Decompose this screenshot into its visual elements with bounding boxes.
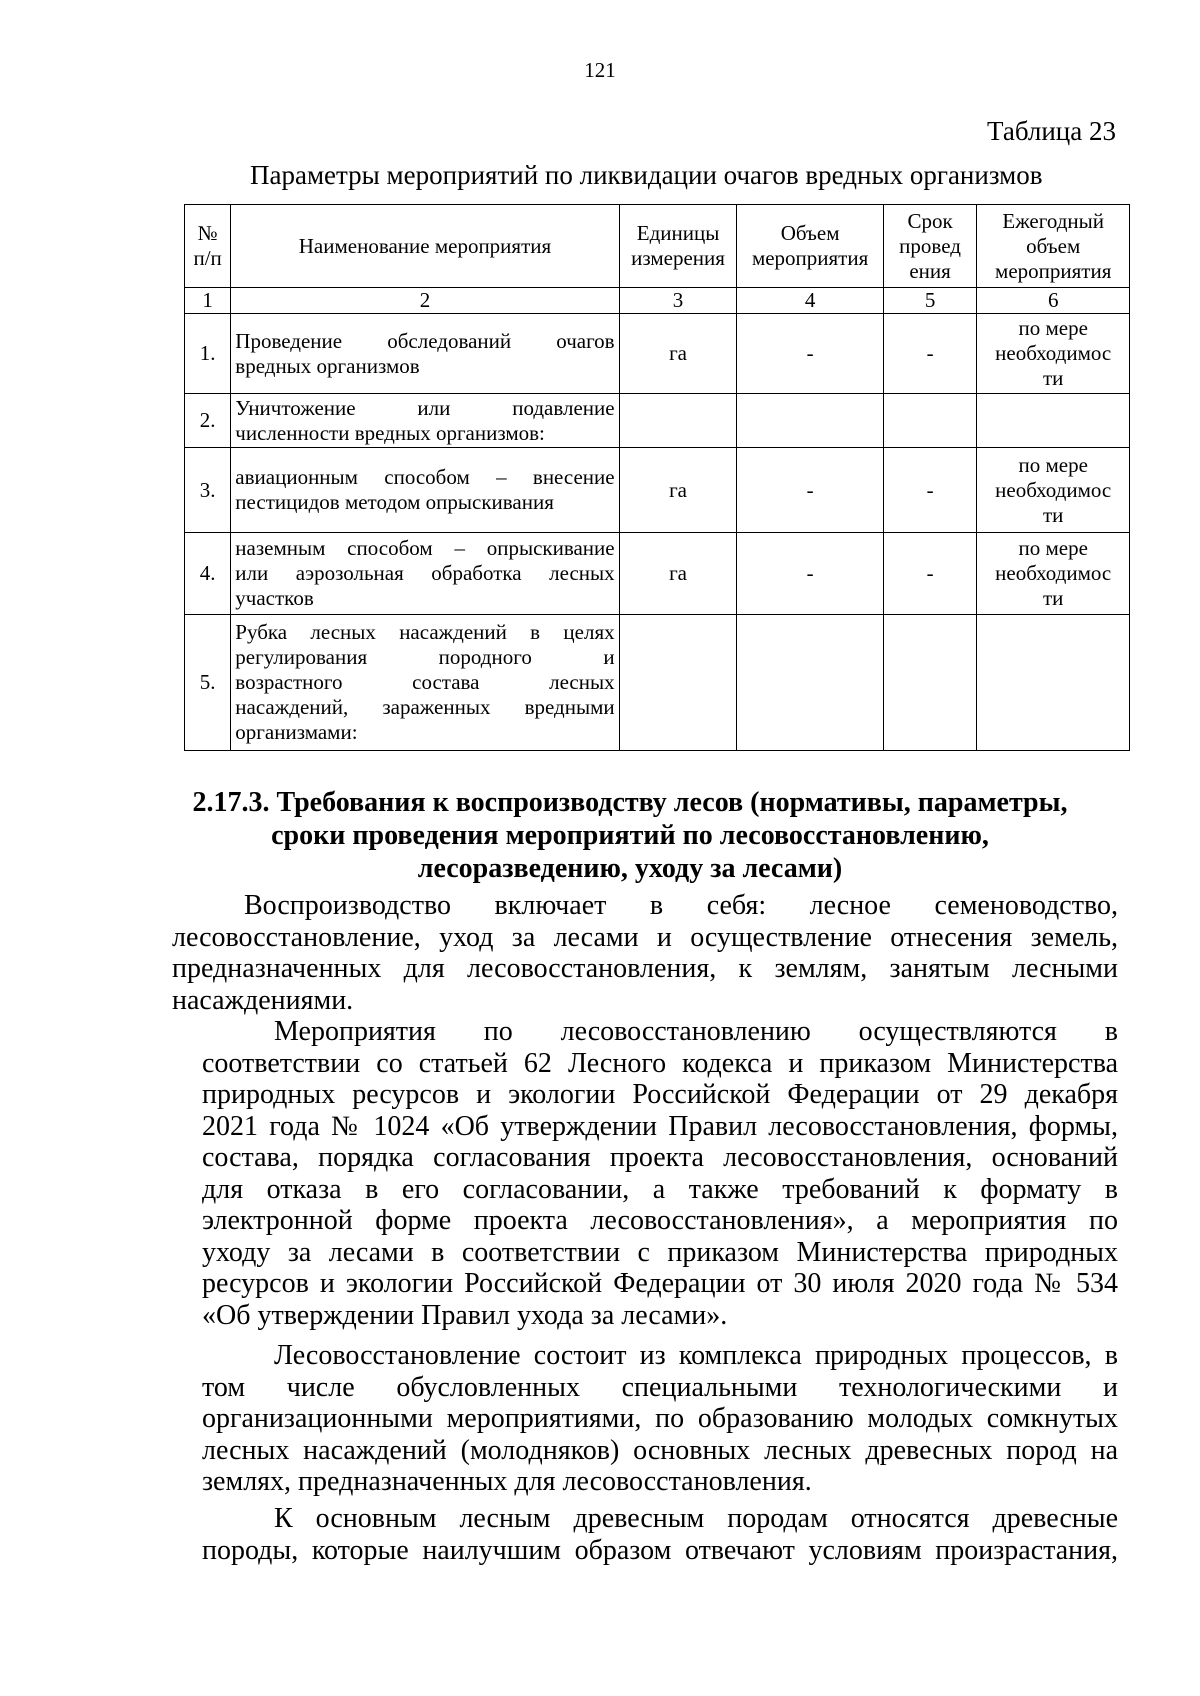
row-annual xyxy=(977,533,1130,615)
index-cell: 1 xyxy=(185,288,231,314)
header-term-line: Срок xyxy=(907,208,953,233)
header-annual-line: мероприятия xyxy=(995,258,1112,283)
section-heading-line: лесоразведению, уходу за лесами) xyxy=(417,853,843,884)
paragraph-line: Воспроизводство включает в себя: лесное семеноводство, xyxy=(244,890,1118,921)
row-num: 4. xyxy=(185,533,231,615)
paragraph-line: Мероприятия по лесовосстановлению осуществляются в xyxy=(274,1016,1118,1047)
paragraph-line: уходу за лесами в соответствии с приказом Министерства природных xyxy=(202,1236,1118,1268)
row-term: - xyxy=(883,314,977,394)
paragraph-line: состава, порядка согласования проекта лесовосстановления, оснований xyxy=(202,1142,1118,1173)
header-name: Наименование мероприятия xyxy=(231,205,619,288)
section-heading-line: сроки проведения мероприятий по лесовосстановлению, xyxy=(271,820,989,851)
header-num xyxy=(185,205,231,288)
header-term-line: ения xyxy=(909,258,951,283)
header-unit xyxy=(619,205,737,288)
table-row xyxy=(185,448,1130,533)
row-name-line: организмами: xyxy=(235,720,358,744)
row-name xyxy=(231,314,619,394)
header-num-line: п/п xyxy=(193,246,222,270)
paragraph-line: породы, которые наилучшим образом отвечают условиям произрастания, xyxy=(202,1534,1118,1566)
index-cell: 2 xyxy=(231,288,619,314)
header-annual-line: объем xyxy=(1026,233,1081,258)
row-annual xyxy=(977,448,1130,533)
row-term xyxy=(883,394,977,448)
row-term xyxy=(883,615,977,751)
paragraph-line: землях, предназначенных для лесовосстановления. xyxy=(202,1466,812,1497)
row-num: 2. xyxy=(185,394,231,448)
paragraph-line: лесовосстановление, уход за лесами и осуществление отнесения земель, xyxy=(172,921,1118,953)
row-name-line: или аэрозольная обработка лесных xyxy=(235,561,615,585)
paragraph-line: Лесовосстановление состоит из комплекса природных процессов, в xyxy=(274,1340,1118,1371)
paragraph-line: том числе обусловленных специальными технологическими и xyxy=(202,1371,1118,1403)
paragraph-line: соответствии со статьей 62 Лесного кодекса и приказом Министерства xyxy=(202,1047,1118,1079)
row-name-line: Уничтожение или подавление xyxy=(235,395,615,420)
row-unit: га xyxy=(619,314,737,394)
paragraph-line: «Об утверждении Правил ухода за лесами». xyxy=(202,1299,728,1331)
row-term: - xyxy=(883,533,977,615)
row-name-line: возрастного состава лесных xyxy=(235,670,615,694)
header-num-line: № xyxy=(197,221,218,245)
table-header-row xyxy=(185,205,1130,288)
paragraph-line: лесных насаждений (молодняков) основных лесных древесных пород на xyxy=(202,1434,1118,1466)
row-name xyxy=(231,533,619,615)
row-name-line: участков xyxy=(235,586,314,610)
row-volume: - xyxy=(737,314,883,394)
paragraph-line: для отказа в его согласовании, а также требований к формату в xyxy=(202,1173,1118,1205)
row-annual-line: по мере xyxy=(1018,536,1088,560)
row-name-line: пестицидов методом опрыскивания xyxy=(235,490,554,514)
row-name-line: численности вредных организмов: xyxy=(235,420,545,445)
row-volume: - xyxy=(737,533,883,615)
row-num: 3. xyxy=(185,448,231,533)
header-volume xyxy=(737,205,883,288)
paragraph-line: насаждениями. xyxy=(172,984,354,1016)
row-num: 1. xyxy=(185,314,231,394)
index-cell: 4 xyxy=(737,288,883,314)
section-heading-line: 2.17.3. Требования к воспроизводству лесов (нормативы, параметры, xyxy=(192,787,1068,818)
row-name-line: насаждений, зараженных вредными xyxy=(235,695,615,719)
measures-table xyxy=(184,204,1130,751)
row-annual-line: по мере xyxy=(1018,452,1088,477)
header-annual-line: Ежегодный xyxy=(1002,208,1105,233)
header-volume-line: мероприятия xyxy=(751,246,869,270)
paragraph-line: организационными мероприятиями, по образованию молодых сомкнутых xyxy=(202,1403,1118,1434)
header-annual xyxy=(977,205,1130,288)
index-cell: 6 xyxy=(977,288,1130,314)
row-term: - xyxy=(883,448,977,533)
table-row xyxy=(185,533,1130,615)
row-volume xyxy=(737,394,883,448)
header-term-line: провед xyxy=(899,233,961,258)
header-unit-line: Единицы xyxy=(636,221,720,245)
row-annual-line: ти xyxy=(1042,502,1064,527)
paragraph-line: электронной форме проекта лесовосстановления», а мероприятия по xyxy=(202,1205,1118,1236)
paragraph-line: ресурсов и экологии Российской Федерации от 30 июля 2020 года № 534 xyxy=(202,1268,1118,1299)
header-volume-line: Объем xyxy=(780,221,840,245)
row-volume: - xyxy=(737,448,883,533)
row-name-line: Рубка лесных насаждений в целях xyxy=(235,620,615,644)
index-cell: 5 xyxy=(883,288,977,314)
row-name-line: Проведение обследований очагов xyxy=(235,328,615,353)
row-annual-line: ти xyxy=(1042,586,1064,610)
row-annual xyxy=(977,394,1130,448)
row-name-line: вредных организмов xyxy=(235,353,420,378)
paragraph xyxy=(202,1016,1118,1331)
paragraph xyxy=(202,1503,1118,1566)
row-annual-line: необходимос xyxy=(995,477,1112,502)
row-annual-line: ти xyxy=(1042,366,1064,390)
section-heading xyxy=(150,786,1110,885)
row-num: 5. xyxy=(185,615,231,751)
row-annual xyxy=(977,314,1130,394)
row-name-line: наземным способом – опрыскивание xyxy=(235,536,615,560)
table-row xyxy=(185,314,1130,394)
table-index-row xyxy=(185,288,1130,314)
index-cell: 3 xyxy=(619,288,737,314)
table-row xyxy=(185,394,1130,448)
row-unit xyxy=(619,394,737,448)
row-annual-line: необходимос xyxy=(995,341,1112,365)
row-unit: га xyxy=(619,533,737,615)
paragraph xyxy=(202,1340,1118,1498)
row-volume xyxy=(737,615,883,751)
paragraph-line: предназначенных для лесовосстановления, к землям, занятым лесными xyxy=(172,953,1118,984)
row-name-line: регулирования породного и xyxy=(235,645,615,669)
row-name xyxy=(231,394,619,448)
row-unit: га xyxy=(619,448,737,533)
row-annual-line: по мере xyxy=(1018,316,1088,340)
paragraph-line: К основным лесным древесным породам относятся древесные xyxy=(274,1503,1118,1534)
row-annual-line: необходимос xyxy=(995,561,1112,585)
row-name-line: авиационным способом – внесение xyxy=(235,465,615,489)
header-unit-line: измерения xyxy=(631,246,725,270)
page-number: 121 xyxy=(584,58,616,82)
header-term xyxy=(883,205,977,288)
paragraph-line: 2021 года № 1024 «Об утверждении Правил лесовосстановления, формы, xyxy=(202,1110,1118,1142)
table-caption: Параметры мероприятий по ликвидации очагов вредных организмов xyxy=(250,160,1043,190)
row-name xyxy=(231,615,619,751)
row-name xyxy=(231,448,619,533)
table-label: Таблица 23 xyxy=(987,116,1116,146)
row-unit xyxy=(619,615,737,751)
paragraph-line: природных ресурсов и экологии Российской Федерации от 29 декабря xyxy=(202,1079,1118,1110)
row-annual xyxy=(977,615,1130,751)
table-row xyxy=(185,615,1130,751)
paragraph xyxy=(172,890,1118,1016)
